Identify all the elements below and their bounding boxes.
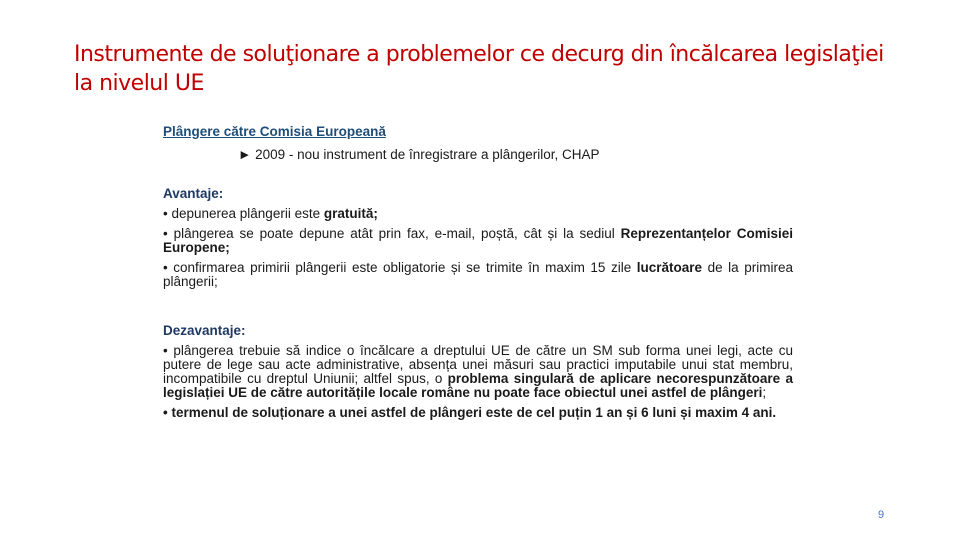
disadvantages-heading: Dezavantaje:: [163, 323, 246, 338]
advantage-item: • plângerea se poate depune atât prin fax, e-mail, poștă, cât și la sediul Reprezentanțelor Comisiei Europene;: [163, 226, 793, 255]
slide-title: [74, 40, 894, 98]
advantages-heading: Avantaje:: [163, 186, 224, 201]
chap-text: 2009 - nou instrument de înregistrare a plângerilor, CHAP: [251, 147, 600, 162]
complaint-link[interactable]: Plângere către Comisia Europeană: [163, 124, 386, 139]
chap-line: [163, 147, 793, 162]
advantage-item: • confirmarea primirii plângerii este obligatorie și se trimite în maxim 15 zile lucrătoare de la primirea plângerii;: [163, 260, 793, 289]
arrow-icon: ►: [238, 147, 252, 162]
disadvantage-item: • plângerea trebuie să indice o încălcare a dreptului UE de către un SM sub forma unei legi, acte cu putere de lege sau acte administrative, absența unei măsuri sau practici imputabile unui stat membru, incompatibile cu dreptul Uniunii; altfel spus, o problema singulară de aplicare necorespunzătoare a legislației UE de către autoritățile locale române nu poate face obiectul unei astfel de plângeri;: [163, 343, 793, 400]
slide-content: [163, 124, 793, 420]
slide-title-line1: Instrumente de soluţionare a problemelor ce decurg din încălcarea legislaţiei: [74, 42, 884, 67]
disadvantage-item: • termenul de soluționare a unei astfel de plângeri este de cel puțin 1 an și 6 luni și maxim 4 ani.: [163, 405, 777, 420]
advantage-item: • depunerea plângerii este gratuită;: [163, 206, 378, 221]
slide-title-line2: la nivelul UE: [74, 71, 204, 96]
page-number: 9: [878, 509, 885, 521]
